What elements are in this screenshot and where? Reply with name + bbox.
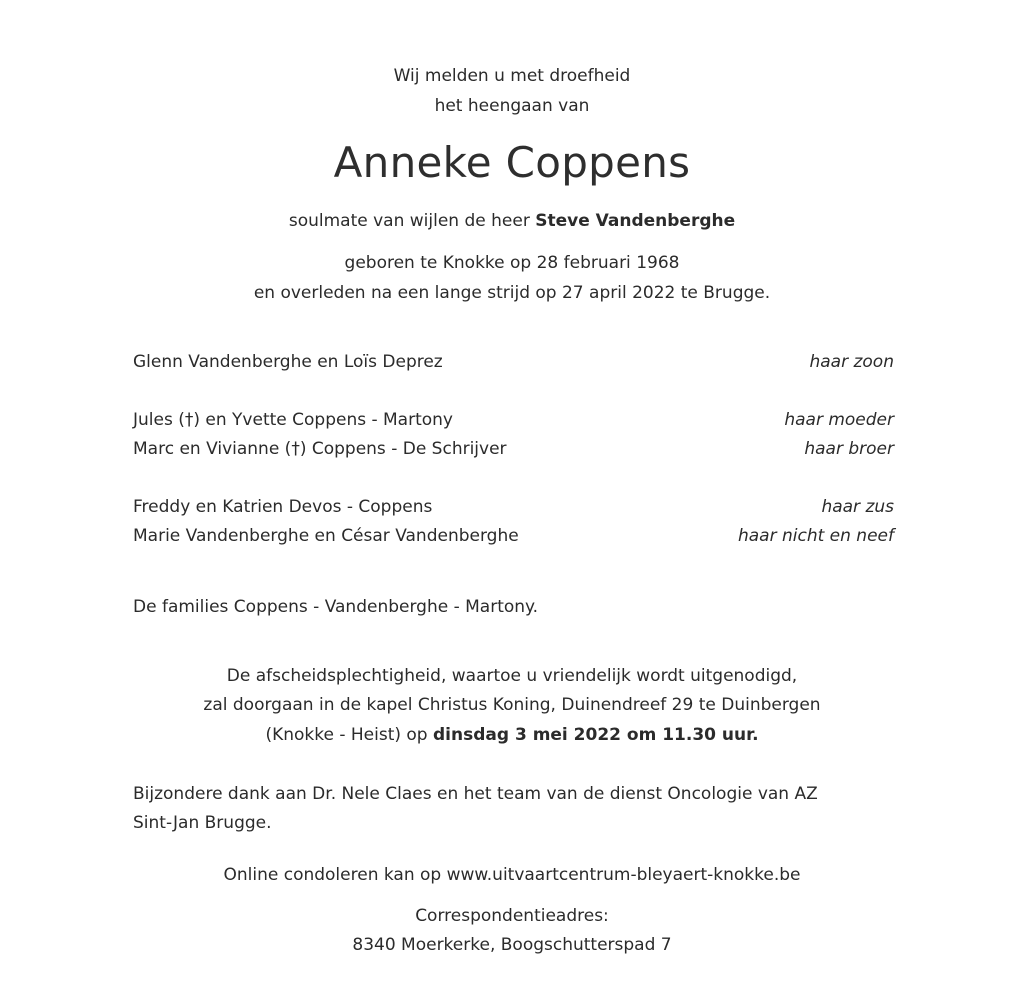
family-member-name: Glenn Vandenberghe en Loïs Deprez <box>133 352 443 372</box>
ceremony-date-time: dinsdag 3 mei 2022 om 11.30 uur. <box>433 725 759 745</box>
intro-line-2: het heengaan van <box>434 96 590 116</box>
deceased-name: Anneke Coppens <box>333 138 691 187</box>
correspondence-label: Correspondentieadres: <box>415 906 609 926</box>
soulmate-prefix: soulmate van wijlen de heer <box>288 211 536 231</box>
intro-line-1: Wij melden u met droefheid <box>393 66 631 86</box>
family-relation: haar zus <box>821 497 894 517</box>
family-member-name: Freddy en Katrien Devos - Coppens <box>133 497 433 517</box>
family-relation: haar broer <box>804 439 894 459</box>
ceremony-line-2: zal doorgaan in de kapel Christus Koning, Duinendreef 29 te Duinbergen <box>203 695 821 715</box>
thanks-line-1: Bijzondere dank aan Dr. Nele Claes en het team van de dienst Oncologie van AZ <box>133 784 818 804</box>
family-relation: haar zoon <box>809 352 894 372</box>
online-condolence: Online condoleren kan op www.uitvaartcentrum-bleyaert-knokke.be <box>223 865 801 885</box>
family-relation: haar nicht en neef <box>737 526 894 546</box>
families-line: De families Coppens - Vandenberghe - Martony. <box>133 597 539 617</box>
soulmate-name: Steve Vandenberghe <box>535 211 736 231</box>
family-relation: haar moeder <box>784 410 894 430</box>
born-line: geboren te Knokke op 28 februari 1968 <box>344 253 680 273</box>
correspondence-address: 8340 Moerkerke, Boogschutterspad 7 <box>352 935 672 955</box>
ceremony-line-1: De afscheidsplechtigheid, waartoe u vriendelijk wordt uitgenodigd, <box>226 666 798 686</box>
family-member-name: Jules (†) en Yvette Coppens - Martony <box>133 410 453 430</box>
family-member-name: Marie Vandenberghe en César Vandenberghe <box>133 526 519 546</box>
soulmate-line <box>0 211 1024 231</box>
ceremony-line-3 <box>0 725 1024 745</box>
died-line: en overleden na een lange strijd op 27 april 2022 te Brugge. <box>253 283 771 303</box>
thanks-line-2: Sint-Jan Brugge. <box>133 813 272 833</box>
family-member-name: Marc en Vivianne (†) Coppens - De Schrijver <box>133 439 507 459</box>
ceremony-location: (Knokke - Heist) op <box>265 725 433 745</box>
